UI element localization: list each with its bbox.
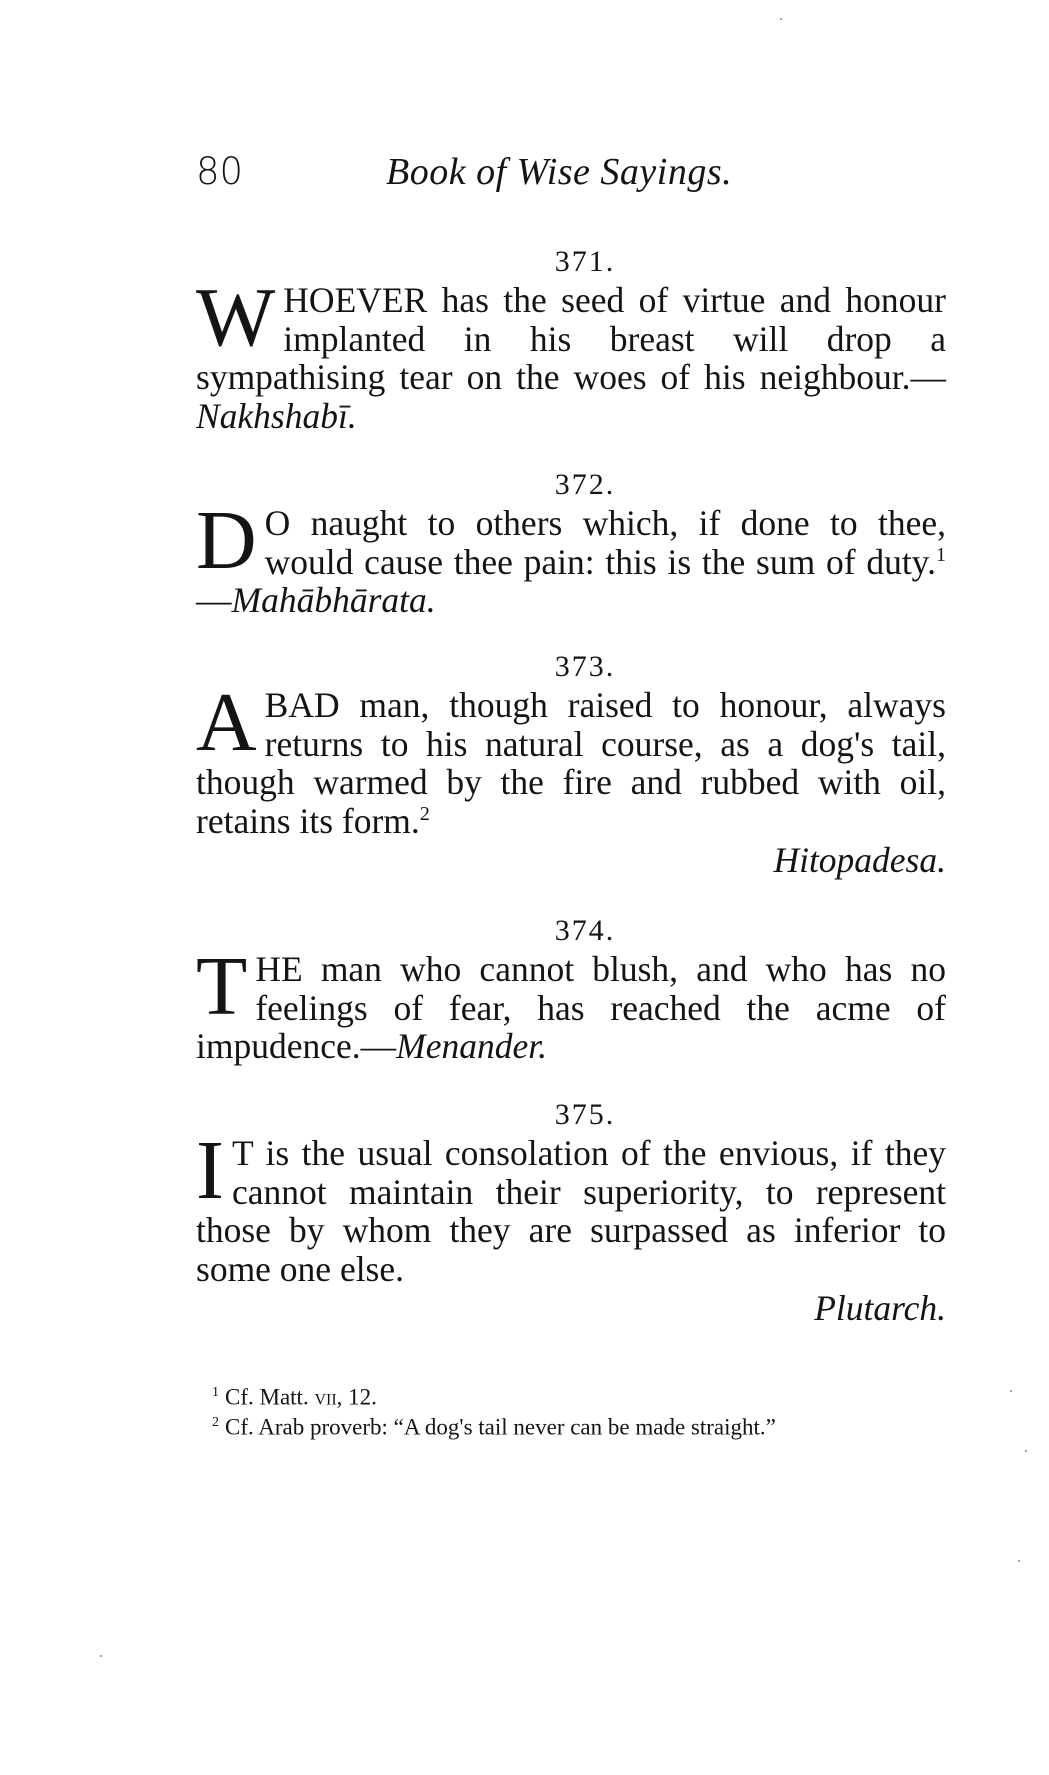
footnote-2 [196, 1410, 946, 1440]
paper-speck [100, 1655, 102, 1657]
footnotes [196, 1380, 946, 1439]
saying-text [196, 1124, 946, 1289]
footnote-mark: 1 [212, 1385, 219, 1400]
saying-body-text: HOEVER has the seed of virtue and honour implanted in his breast will drop a sympathising tear on the woes of his neighbour.— [196, 280, 946, 397]
drop-cap: I [196, 1124, 224, 1217]
footnote-mark: 2 [212, 1414, 219, 1430]
attribution-dash: — [196, 580, 232, 620]
saying-text [196, 676, 946, 841]
page-header [196, 150, 956, 200]
drop-cap: W [196, 271, 276, 364]
attribution: Plutarch. [814, 1288, 946, 1328]
footnote-text-end: , 12. [336, 1384, 377, 1410]
saying-body-text: O naught to others which, if done to thee, would cause thee pain: this is the sum of duty. [264, 503, 946, 582]
saying-374 [196, 914, 946, 1066]
saying-371 [196, 245, 946, 435]
footnote-ref: 1 [936, 543, 946, 566]
saying-number: 375. [554, 1098, 616, 1131]
saying-372 [196, 468, 946, 620]
footnote-1 [196, 1380, 946, 1410]
saying-number: 374. [554, 914, 616, 947]
saying-text [196, 271, 946, 436]
footnote-smallcaps: vii [314, 1384, 337, 1410]
attribution: Mahābhārata. [231, 580, 436, 620]
saying-body-text: T is the usual consolation of the envious, if they cannot maintain their superiority, to represent those by whom they are surpassed as inferior to some one else. [196, 1133, 946, 1289]
saying-number: 373. [554, 650, 616, 683]
saying-text [196, 494, 946, 620]
drop-cap: T [196, 940, 248, 1033]
running-title: Book of Wise Sayings. [386, 151, 733, 193]
drop-cap: A [196, 676, 257, 769]
page-number: 80 [196, 150, 244, 193]
drop-cap: D [196, 494, 257, 587]
attribution: Nakhshabī. [196, 395, 357, 436]
attribution: Menander. [396, 1026, 547, 1066]
paper-speck [1018, 1560, 1020, 1562]
saying-text [196, 940, 946, 1066]
footnote-ref: 2 [419, 802, 430, 825]
attribution: Hitopadesa. [773, 840, 946, 880]
saying-body-text: BAD man, though raised to honour, always returns to his natural course, as a dog's tail, though warmed by the fire and rubbed with oil, retains its form. [196, 685, 946, 841]
footnote-text: Cf. Matt. [225, 1384, 315, 1410]
paper-speck [1025, 1450, 1027, 1452]
saying-number: 372. [554, 468, 616, 501]
paper-speck [780, 18, 782, 20]
saying-number: 371. [554, 245, 616, 278]
paper-speck [1010, 1390, 1012, 1392]
saying-375 [196, 1098, 946, 1328]
saying-373 [196, 650, 946, 880]
saying-body-text: HE man who cannot blush, and who has no feelings of fear, has reached the acme of impudence.— [196, 949, 946, 1066]
footnote-text: Cf. Arab proverb: “A dog's tail never can be made straight.” [225, 1414, 776, 1440]
